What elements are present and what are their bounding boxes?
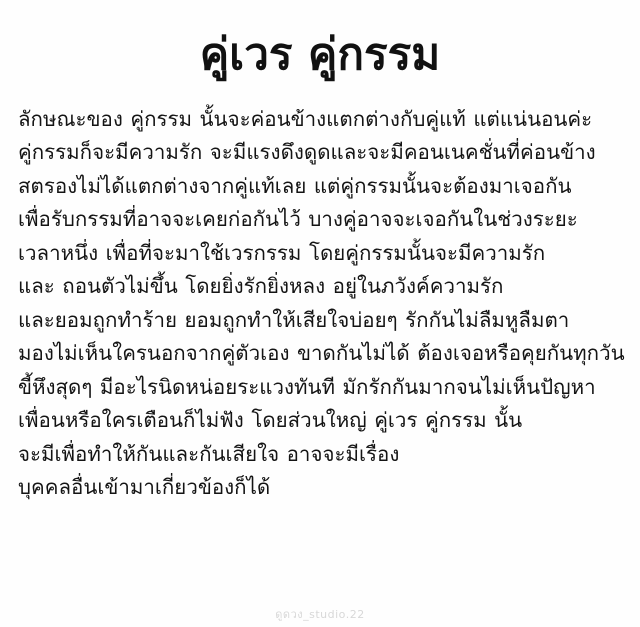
- text-line: บุคคลอื่นเข้ามาเกี่ยวข้องก็ได้: [18, 475, 271, 500]
- text-line: ลักษณะของ คู่กรรม นั้นจะค่อนข้างแตกต่างกับคู่แท้ แต่แน่นอนค่ะ: [18, 106, 593, 131]
- text-line: และยอมถูกทำร้าย ยอมถูกทำให้เสียใจบ่อยๆ รักกันไม่ลืมหูลืมตา: [18, 307, 570, 332]
- text-line: ขี้หึงสุดๆ มีอะไรนิดหน่อยระแวงทันที มักรักกันมากจนไม่เห็นปัญหา: [18, 374, 596, 399]
- text-line: เวลาหนึ่ง เพื่อที่จะมาใช้เวรกรรม โดยคู่กรรมนั้นจะมีความรัก: [18, 240, 546, 265]
- text-line: คู่กรรมก็จะมีความรัก จะมีแรงดึงดูดและจะมีคอนเนคชั่นที่ค่อนข้าง: [18, 140, 596, 165]
- text-line: มองไม่เห็นใครนอกจากคู่ตัวเอง ขาดกันไม่ได้ ต้องเจอหรือคุยกันทุกวัน: [18, 341, 625, 366]
- page-title: คู่เวร คู่กรรม: [199, 29, 441, 80]
- text-line: และ ถอนตัวไม่ขึ้น โดยยิ่งรักยิ่งหลง อยู่ในภวังค์ความรัก: [18, 274, 504, 299]
- text-line: จะมีเพื่อทำให้กันและกันเสียใจ อาจจะมีเรื่อง: [18, 441, 400, 466]
- watermark-text: ดูดวง_studio.22: [275, 608, 365, 621]
- text-line: เพื่อนหรือใครเตือนก็ไม่ฟัง โดยส่วนใหญ่ คู่เวร คู่กรรม นั้น: [18, 408, 523, 433]
- body-text: [14, 103, 626, 505]
- text-line: เพื่อรับกรรมที่อาจจะเคยก่อกันไว้ บางคู่อาจจะเจอกันในช่วงระยะ: [18, 207, 578, 232]
- text-line: สตรองไม่ได้แตกต่างจากคู่แท้เลย แต่คู่กรรมนั้นจะต้องมาเจอกัน: [18, 173, 572, 198]
